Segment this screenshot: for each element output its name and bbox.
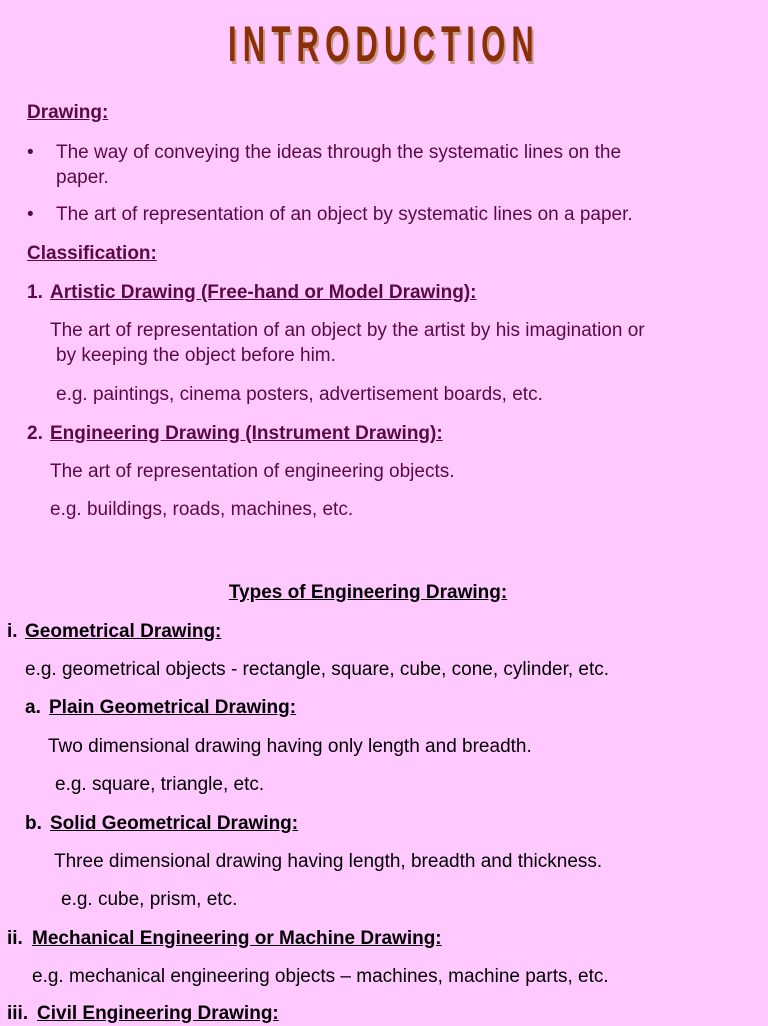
mechanical-drawing-heading: Mechanical Engineering or Machine Drawing: xyxy=(32,928,442,949)
artistic-desc-line-1: The art of representation of an object by the artist by his imagination or xyxy=(50,320,645,341)
artistic-desc-line-2: by keeping the object before him. xyxy=(56,345,336,366)
engineering-number: 2. xyxy=(27,423,43,444)
solid-example: e.g. cube, prism, etc. xyxy=(61,889,238,910)
geometrical-number: i. xyxy=(7,621,18,642)
bullet-marker: • xyxy=(27,204,34,225)
plain-example: e.g. square, triangle, etc. xyxy=(55,774,265,795)
civil-drawing-heading: Civil Engineering Drawing: xyxy=(37,1003,279,1024)
plain-letter: a. xyxy=(25,697,41,718)
mechanical-number: ii. xyxy=(7,928,23,949)
solid-desc: Three dimensional drawing having length, breadth and thickness. xyxy=(54,851,603,872)
engineering-drawing-heading: Engineering Drawing (Instrument Drawing): xyxy=(50,423,443,444)
drawing-bullet-1-line-2: paper. xyxy=(56,167,109,188)
drawing-bullet-1-line-1: The way of conveying the ideas through the systematic lines on the xyxy=(56,142,622,163)
geometrical-example: e.g. geometrical objects - rectangle, square, cube, cone, cylinder, etc. xyxy=(25,659,610,680)
page-title: INTRODUCTION xyxy=(227,16,541,72)
solid-letter: b. xyxy=(25,813,42,834)
artistic-number: 1. xyxy=(27,282,43,303)
geometrical-drawing-heading: Geometrical Drawing: xyxy=(25,621,222,642)
engineering-example: e.g. buildings, roads, machines, etc. xyxy=(50,499,354,520)
bullet-marker: • xyxy=(27,142,34,163)
drawing-bullet-2: The art of representation of an object by systematic lines on a paper. xyxy=(56,204,633,225)
mechanical-example: e.g. mechanical engineering objects – machines, machine parts, etc. xyxy=(32,966,609,987)
types-heading: Types of Engineering Drawing: xyxy=(228,582,508,603)
solid-geometrical-heading: Solid Geometrical Drawing: xyxy=(50,813,299,834)
engineering-desc: The art of representation of engineering objects. xyxy=(50,461,455,482)
plain-geometrical-heading: Plain Geometrical Drawing: xyxy=(49,697,297,718)
classification-heading: Classification: xyxy=(27,243,157,264)
drawing-heading: Drawing: xyxy=(27,102,109,123)
civil-number: iii. xyxy=(7,1003,29,1024)
artistic-example: e.g. paintings, cinema posters, advertisement boards, etc. xyxy=(56,384,543,405)
plain-desc: Two dimensional drawing having only length and breadth. xyxy=(48,736,532,757)
artistic-drawing-heading: Artistic Drawing (Free-hand or Model Drawing): xyxy=(50,282,477,303)
